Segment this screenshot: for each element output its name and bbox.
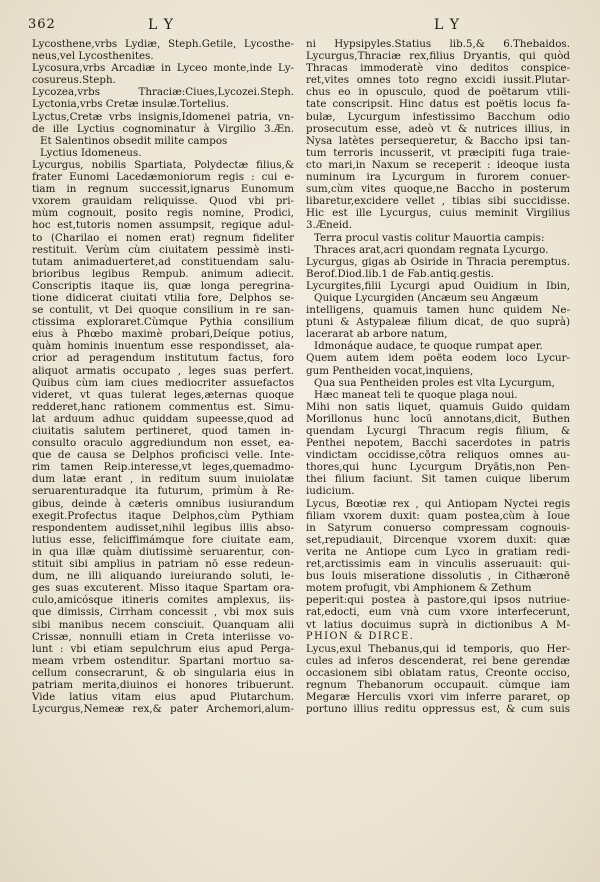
text-line: cosureus.Steph.: [32, 74, 116, 87]
text-line: Megaræ Herculis vxori vim inferre pararet, op: [306, 691, 570, 704]
text-line: frater Eunomi Lacedæmoniorum regis : cui e-: [32, 171, 294, 184]
text-line: Lycurgus, gigas ab Osiride in Thracia peremptus.: [306, 255, 570, 268]
text-line: videret, vt quas tulerat leges,æternas quoque: [32, 388, 294, 401]
text-line: lacerarat ab arbore natum,: [306, 328, 448, 341]
text-line: sibi manibus necem consciuit. Quanquam alii: [32, 618, 294, 631]
text-line: set,repudiauit, Dircenque vxorem duxit: quæ: [306, 533, 570, 546]
right-column: [306, 38, 570, 715]
text-line: gibus, deinde à cæteris omnibus iusiurandum: [32, 497, 294, 510]
text-line: Quique Lycurgiden (Ancæum seu Angæum: [314, 291, 539, 304]
text-line: hoc est,tutoris nomen assumpsit, regique adul-: [32, 219, 294, 232]
text-line: Lycus, Bœotiæ rex , qui Antiopam Nyctei regis: [306, 497, 570, 510]
text-line: thores,qui hunc Lycurgum Dryātis,non Pen-: [306, 461, 570, 474]
text-line: ret,vites omnes toto regno excidi iussit.Plutar-: [306, 74, 570, 87]
text-line: sum,cùm vites quoque,ne Baccho in posterum: [306, 183, 570, 196]
text-line: Lycosthene,vrbs Lydiæ, Steph.Getile, Lycosthe-: [32, 38, 294, 50]
text-line: culo,amicósque itineris comites amplexus, iis-: [32, 594, 294, 607]
text-line: cto mari,in Naxum se receperit : ideoque iusta: [306, 158, 570, 171]
text-line: patriam merita,diuinos ei honores tribuerunt.: [32, 678, 294, 691]
text-line: aliquot armatis occupato , leges suas perfert.: [32, 364, 294, 377]
text-line: thei filium faciunt. Sit tamen cuique liberum: [306, 473, 570, 486]
text-line: exegit.Profectus itaque Delphos,cùm Pythiam: [32, 509, 294, 522]
text-line: Lyctius Idomeneus.: [40, 146, 142, 159]
text-line: ctissima exploraret.Cùmque Pythia consilium: [32, 316, 294, 329]
text-line: rat,edocti, eum vnà cum vxore interfecerunt,: [306, 606, 570, 619]
text-line: Lycurgus,Nemeæ rex,& pater Archemori,alum-: [32, 703, 294, 716]
text-line: peperit:qui postea à pastore,qui ipsos nutriue-: [306, 594, 570, 607]
text-line: Morillonus hunc locū annotans,dicit, Buthen: [306, 412, 570, 425]
text-line: dum, ne illi aliquando iureiurando soluti, le-: [32, 570, 294, 583]
text-line: ges suas excuterent. Misso itaque Spartam ora-: [32, 582, 294, 595]
text-line: Nysa latètes persequeretur, & Baccho ipsi tan-: [306, 134, 570, 147]
text-line: Terra procul vastis colitur Mauortia campis:: [314, 231, 545, 244]
text-line: prosecutum esse, adeò vt & nutrices illius, in: [306, 122, 570, 135]
text-line: ciuitatis salutem pertineret, quod tamen in-: [32, 425, 294, 437]
text-line: rim tamen Reip.interesse,vt leges,quemadmo-: [32, 461, 294, 474]
text-line: Hæc maneat teli te quoque plaga noui.: [314, 388, 518, 401]
text-line: Penthei nepotem, Bacchi sacerdotes in patris: [306, 437, 570, 450]
text-line: chus eo in opusculo, quod de poëtarum vtili-: [306, 86, 570, 99]
text-line: Vide latius vitam eius apud Plutarchum.: [32, 691, 294, 704]
text-line: mùm cognouit, posito regis nomine, Prodici,: [32, 207, 294, 220]
header-letters-right: L Y: [434, 17, 460, 33]
text-line: Berof.Diod.lib.1 de Fab.antiq.gestis.: [306, 267, 494, 280]
text-line: regnum Thebanorum occupauit. cùmque iam: [306, 678, 570, 691]
text-line: de ille Lyctius cognominatur à Virgilio 3.Æn.: [32, 122, 294, 135]
text-line: stituit sibi amplius in patriam nō esse redeun-: [32, 558, 294, 571]
text-line: vt latius docuimus suprà in dictionibus A M-: [306, 618, 570, 631]
text-line: que de causa se Delphos proficisci velle. Inte-: [32, 449, 294, 462]
text-line: eius à Phœbo maximè probari,Deíque potius,: [32, 328, 294, 341]
text-line: Lycurgites,filii Lycurgi apud Ouidium in Ibin,: [306, 279, 570, 292]
text-line: intelligens, quamuis tamen hunc quidem Ne-: [306, 304, 570, 317]
running-header: [24, 17, 576, 37]
text-line: ret,arctissimis eam in vinculis asseruauit: qui-: [306, 558, 570, 571]
text-line: portuno illius reditu oppressus est, & cum suis: [306, 703, 570, 716]
text-line: libaretur,excidere vellet , tibias sibi succidisse.: [306, 195, 570, 208]
text-line: PHION & DIRCE.: [306, 630, 415, 642]
text-line: iudicium.: [306, 485, 355, 498]
text-line: to (Charilao ei nomen erat) regnum fideliter: [32, 231, 294, 244]
text-line: Quem autem idem poëta eodem loco Lycur-: [306, 352, 570, 365]
text-line: tione didicerat ciuitati vtilia fore, Delphos se-: [32, 291, 294, 304]
text-line: Hic est ille Lycurgus, cuius meminit Virgilius: [306, 207, 570, 220]
text-line: Lyctus,Cretæ vrbs insignis,Idomenei patria, vn-: [32, 110, 294, 123]
text-line: Lyctonia,vrbs Cretæ insulæ.Tortelius.: [32, 98, 230, 111]
text-line: in qua illæ quàm diutissimè seruarentur, con-: [32, 545, 294, 558]
text-line: bus Iouis miseratione dissolutis , in Cithæronē: [306, 570, 570, 583]
text-line: seruarenturadque ita futurum, primùm à Re-: [32, 485, 294, 498]
text-line: Qua sua Pentheiden proles est vlta Lycurgum,: [314, 376, 555, 389]
text-line: que dimissis, Cirrham concessit , vbi mox suis: [32, 606, 294, 619]
text-line: crior ad peragendum institutum factus, foro: [32, 352, 294, 365]
text-line: motem profugit, vbi Amphionem & Zethum: [306, 582, 532, 595]
text-line: cules ad inferos descenderat, rei bene gerendæ: [306, 654, 570, 667]
text-line: restituit. Verùm cùm ciuitatem pessimè insti-: [32, 243, 294, 256]
text-line: meam vrbem ostenditur. Spartani mortuo sa-: [32, 654, 294, 667]
text-line: lunt : vbi etiam sepulchrum eius apud Perga-: [32, 642, 294, 655]
text-line: Et Salentinos obsedit milite campos: [40, 134, 228, 147]
text-line: Lycurgus,Thraciæ rex,filius Dryantis, qui quòd: [306, 50, 570, 63]
text-line: consulto oraculo aggrediundum non esset, ea-: [32, 437, 294, 450]
text-line: vxorem grauidam reliquisse. Quod vbi pri-: [32, 195, 294, 208]
text-line: ni Hypsipyles.Statius lib.5,& 6.Thebaidos.: [306, 38, 570, 50]
page-number: 362: [28, 17, 56, 32]
text-line: bulæ, Lycurgum infestissimo Bacchum odio: [306, 110, 570, 123]
text-line: Crissæ, nonnulli etiam in Creta interiisse vo-: [32, 630, 294, 643]
header-letters-left: L Y: [148, 17, 174, 33]
text-line: filiam vxorem duxit: quam postea,cùm à Ioue: [306, 509, 570, 522]
text-line: Thracas immoderatè vino deditos conspice-: [306, 62, 570, 75]
text-line: gum Pentheiden vocat,inquiens,: [306, 364, 474, 377]
text-line: Lycosura,vrbs Arcadiæ in Lyceo monte,inde Ly-: [32, 62, 294, 75]
text-line: brioribus legibus Rempub. animum adiecit.: [32, 267, 294, 280]
text-line: Idmonáque audace, te quoque rumpat aper.: [314, 340, 543, 353]
text-line: respondentem audisset,nihil legibus illis abso-: [32, 521, 294, 534]
text-line: ptuni & Astypaleæ filium dicat, de quo suprà): [306, 316, 570, 329]
text-line: quendam Lycurgi Thracum regis filium, &: [306, 425, 570, 437]
text-line: Quibus cùm iam ciues mediocriter assuefactos: [32, 376, 294, 389]
text-line: Conscriptis itaque iis, quæ longa peregrina-: [32, 279, 294, 292]
text-line: se contulit, vt Dei quoque consilium in re san-: [32, 304, 294, 317]
left-column: [32, 38, 294, 715]
text-line: Mihi non satis liquet, quamuis Guido quidam: [306, 400, 570, 413]
text-line: quàm hominis inuentum esse respondisset, ala-: [32, 340, 294, 353]
text-line: Lycozea,vrbs Thraciæ:Ciues,Lycozei.Steph.: [32, 86, 294, 99]
text-line: redderet,hanc rationem commentus est. Simu-: [32, 400, 294, 413]
text-line: in Satyrum conuerso compressam cognouis-: [306, 521, 570, 534]
text-line: Lycurgus, nobilis Spartiata, Polydectæ filius,&: [32, 158, 294, 171]
text-line: lutius esse, feliciffimámque fore ciuitate eam,: [32, 533, 294, 546]
text-line: occasionem sibi oblatam ratus, Creonte occiso,: [306, 666, 570, 679]
text-line: numinum ira Lycurgum in furorem conuer-: [306, 171, 570, 184]
text-line: tate conscripsit. Hinc datus est poëtis locus fa-: [306, 98, 570, 111]
text-line: cellum consecrarunt, & ob singularia eius in: [32, 666, 294, 679]
text-line: neus,vel Lycosthenites.: [32, 50, 154, 63]
text-line: tutam animaduerteret,ad constituendam salu-: [32, 255, 294, 268]
text-line: 3.Æneid.: [306, 219, 353, 232]
text-line: lat arduum adhuc quiddam supeesse,quod ad: [32, 412, 294, 425]
text-line: vindictam occidisse,cōtra reliquos omnes au-: [306, 449, 570, 462]
text-line: tum terroris incusserit, vt præcipiti fuga traie-: [306, 146, 570, 159]
text-line: Lycus,exul Thebanus,qui id temporis, quo Her-: [306, 642, 570, 655]
text-line: tiam in regnum successit,ignarus Eunomum: [32, 183, 294, 196]
text-line: verita ne Antiope cum Lyco in gratiam redi-: [306, 545, 570, 558]
text-line: dum latæ erant , in reditum suum inuiolatæ: [32, 473, 294, 486]
text-line: Thraces arat,acri quondam regnata Lycurgo.: [314, 243, 549, 256]
